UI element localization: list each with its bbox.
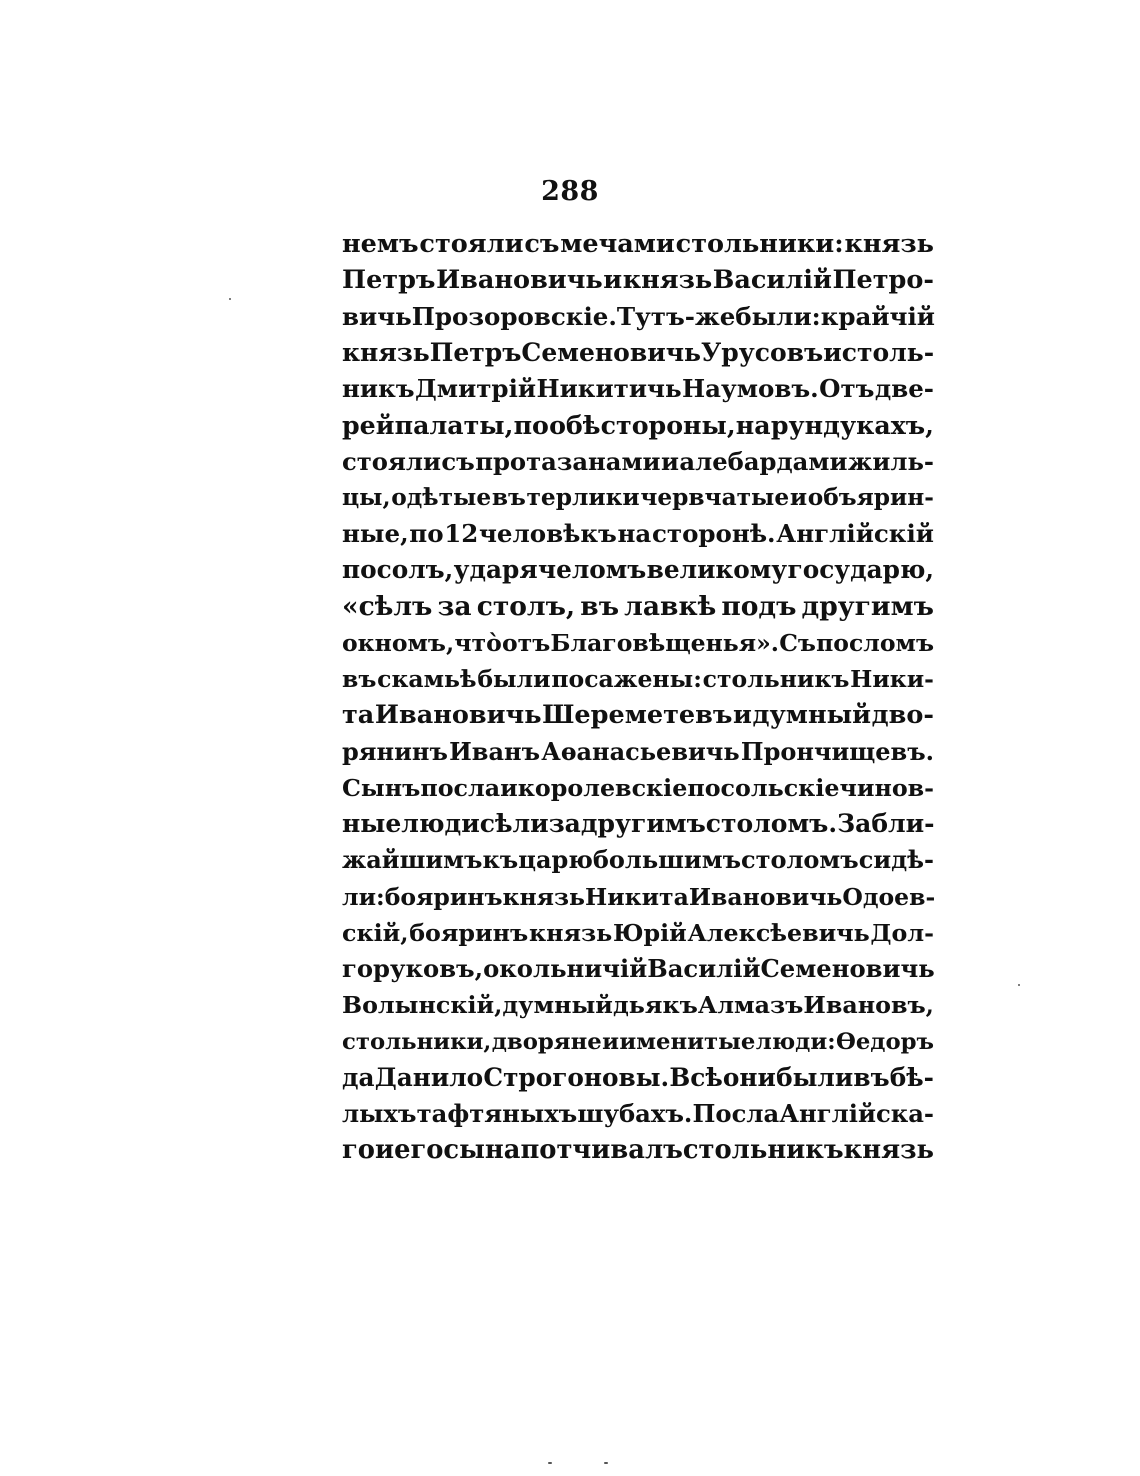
word: по (513, 410, 549, 441)
word: горуковъ, (342, 954, 484, 983)
word: лавкѣ (624, 590, 717, 622)
word: 12 (444, 519, 479, 548)
word: думный (752, 700, 872, 731)
scan-speck (229, 298, 231, 300)
word: Посла (692, 1099, 780, 1128)
word: Прончищевъ. (740, 736, 934, 766)
word: Семеновичь (521, 337, 701, 367)
word: го (342, 1135, 375, 1166)
word: ударя (453, 555, 538, 585)
word: и (732, 700, 752, 731)
word: князь (844, 229, 934, 259)
text-line (342, 1096, 934, 1132)
word: Алмазъ (697, 991, 804, 1020)
word: столомъ (741, 845, 859, 875)
word: его (394, 1135, 444, 1166)
word: Англійска- (779, 1099, 934, 1128)
word: Петръ (429, 337, 522, 367)
word: Василій (712, 265, 832, 296)
word: человѣкъ (478, 519, 617, 548)
word: Петръ (342, 265, 436, 296)
word: именитые (619, 1028, 756, 1055)
word: Ивановичь (374, 700, 542, 731)
text-line (342, 915, 934, 951)
word: сидѣ- (858, 845, 934, 875)
word: подъ (721, 590, 797, 622)
word: Никита (584, 882, 689, 911)
word: столъ, (476, 590, 576, 622)
text-line (342, 1024, 934, 1060)
word: государю, (787, 555, 934, 585)
word: Англійскій (776, 519, 934, 548)
word: немъ (342, 229, 419, 259)
word: царю (518, 845, 593, 875)
word: Ивановичь (436, 265, 603, 296)
word: обѣ (549, 410, 601, 441)
text-line (342, 262, 934, 298)
word: что̀ (454, 628, 502, 657)
text-line (342, 625, 934, 661)
scan-speck (548, 1462, 552, 1464)
word: никъ (342, 374, 415, 403)
word: князь (342, 337, 430, 367)
text-line (342, 879, 934, 915)
word: челомъ (537, 555, 647, 585)
word: сторонѣ. (651, 519, 776, 548)
word: шубахъ. (577, 1099, 693, 1128)
word: сына (443, 1135, 521, 1166)
word: и (500, 773, 518, 802)
word: Наумовъ. (682, 374, 819, 403)
word: две- (874, 374, 934, 403)
word: Благовѣщенья». (550, 628, 779, 657)
word: вичь (342, 301, 412, 331)
word: большимъ (592, 845, 741, 875)
word: стольники: (675, 229, 844, 259)
word: Прозоровскіе. (411, 301, 617, 331)
text-line (342, 987, 934, 1023)
word: Всѣ (669, 1062, 723, 1092)
word: Иванъ (449, 736, 541, 766)
word: Данило (374, 1062, 484, 1092)
word: и (823, 337, 842, 367)
word: та (342, 700, 375, 731)
word: отъ (501, 628, 551, 657)
word: они (722, 1062, 776, 1092)
word: рундукахъ, (770, 410, 934, 441)
text-line (342, 734, 934, 770)
word: жайшимъ (342, 845, 483, 875)
scan-speck (604, 1462, 608, 1464)
word: лыхъ (342, 1099, 417, 1128)
word: бѣ- (889, 1062, 934, 1092)
word: Урусовъ (701, 337, 824, 367)
text-line (342, 951, 934, 987)
text-line (342, 480, 934, 516)
text-line (342, 661, 934, 697)
word: жиль- (847, 446, 934, 476)
word: дво- (871, 700, 934, 731)
word: посольскіе (687, 773, 840, 802)
word: рей (342, 410, 395, 441)
word: Сынъ (342, 773, 421, 802)
word: ные (342, 809, 402, 838)
word: стояли (342, 446, 441, 476)
word: люди: (755, 1028, 836, 1055)
word: посломъ (816, 628, 934, 657)
word: Ѳедоръ (836, 1028, 934, 1055)
word: червчатые (640, 483, 790, 511)
word: стольникъ (702, 665, 850, 693)
word: по (409, 519, 444, 548)
word: князь (843, 1135, 935, 1166)
word: Строгоновы. (483, 1062, 670, 1092)
word: Дмитрій (415, 374, 537, 403)
word: съ (524, 229, 560, 259)
word: стольникъ (682, 1135, 844, 1166)
word: бли- (871, 809, 935, 838)
word: ные, (342, 519, 409, 548)
word: Ивановичь (688, 882, 843, 911)
word: да (342, 1062, 375, 1092)
word: въ (491, 483, 526, 511)
word: Отъ (819, 374, 875, 403)
word: королевскіе (517, 773, 688, 802)
word: князь (528, 918, 613, 947)
body-text (342, 226, 934, 1169)
text-line (342, 299, 934, 335)
word: рянинъ (342, 736, 448, 766)
word: и (789, 483, 808, 511)
word: столомъ. (705, 809, 838, 838)
word: терлики (526, 483, 640, 511)
word: за (548, 809, 581, 838)
word: и (374, 1135, 395, 1166)
text-line (342, 1060, 934, 1096)
word: посажены: (551, 665, 702, 693)
text-line (342, 371, 934, 407)
word: за (437, 590, 472, 622)
word: Семеновичь (760, 954, 935, 983)
word: скій, (342, 918, 409, 947)
word: люди (401, 809, 480, 838)
scan-speck (1018, 984, 1020, 986)
word: стороны, (600, 410, 736, 441)
word: протазанами (475, 446, 661, 476)
word: мечами (560, 229, 675, 259)
text-line (342, 516, 934, 552)
word: на (735, 410, 771, 441)
word: великому (646, 555, 788, 585)
word: тафтяныхъ (416, 1099, 578, 1128)
word: окольничій (483, 954, 648, 983)
text-line (342, 806, 934, 842)
word: сѣли (479, 809, 549, 838)
page-number: 288 (541, 176, 599, 207)
word: и (603, 265, 623, 296)
word: въ (580, 590, 620, 622)
word: въ (853, 1062, 890, 1092)
word: скамьѣ (377, 665, 477, 693)
word: Одоев- (842, 882, 936, 911)
word: Тутъ-же (616, 301, 736, 331)
word: алебардами (679, 446, 848, 476)
word: Дол- (870, 918, 934, 947)
text-line (342, 444, 934, 480)
word: были: (735, 301, 821, 331)
word: бояринъ (409, 918, 529, 947)
word: палаты, (394, 410, 514, 441)
word: другимъ (580, 809, 706, 838)
word: дворяне (491, 1028, 602, 1055)
word: объярин- (807, 483, 934, 511)
word: Ивановъ, (803, 991, 934, 1020)
word: цы, (342, 483, 391, 511)
word: стольники, (342, 1028, 492, 1055)
word: Аѳанасьевичь (541, 736, 740, 766)
word: чинов- (839, 773, 935, 802)
word: Шереметевъ (542, 700, 733, 731)
word: думный (502, 991, 613, 1020)
word: къ (482, 845, 519, 875)
word: дьякъ (612, 991, 698, 1020)
word: съ (441, 446, 475, 476)
word: стояли (419, 229, 524, 259)
text-line (342, 226, 934, 262)
text-line (342, 589, 934, 625)
word: Петро- (832, 265, 934, 296)
word: Съ (779, 628, 816, 657)
word: и (660, 446, 679, 476)
word: «сѣлъ (342, 590, 433, 622)
word: бояринъ (384, 882, 503, 911)
text-line (342, 842, 934, 878)
word: крайчій (820, 301, 935, 331)
text-line (342, 335, 934, 371)
text-line (342, 770, 934, 806)
word: и (602, 1028, 619, 1055)
word: потчивалъ (520, 1135, 683, 1166)
word: посла (420, 773, 501, 802)
word: одѣтые (391, 483, 492, 511)
word: Алексѣевичь (687, 918, 870, 947)
word: были (477, 665, 551, 693)
text-line (342, 697, 934, 733)
word: окномъ, (342, 628, 455, 657)
word: посолъ, (342, 555, 454, 585)
word: на (617, 519, 652, 548)
word: Никитичь (536, 374, 682, 403)
word: Василій (647, 954, 761, 983)
text-line (342, 407, 934, 443)
word: въ (342, 665, 377, 693)
word: князь (622, 265, 713, 296)
word: столь- (841, 337, 935, 367)
text-line (342, 552, 934, 588)
word: За (837, 809, 872, 838)
word: князь (502, 882, 585, 911)
word: Волынскій, (342, 991, 503, 1020)
word: другимъ (801, 590, 934, 622)
word: Юрій (612, 918, 687, 947)
word: были (776, 1062, 854, 1092)
word: ли: (342, 882, 385, 911)
word: Ники- (850, 665, 934, 693)
text-line (342, 1132, 934, 1168)
